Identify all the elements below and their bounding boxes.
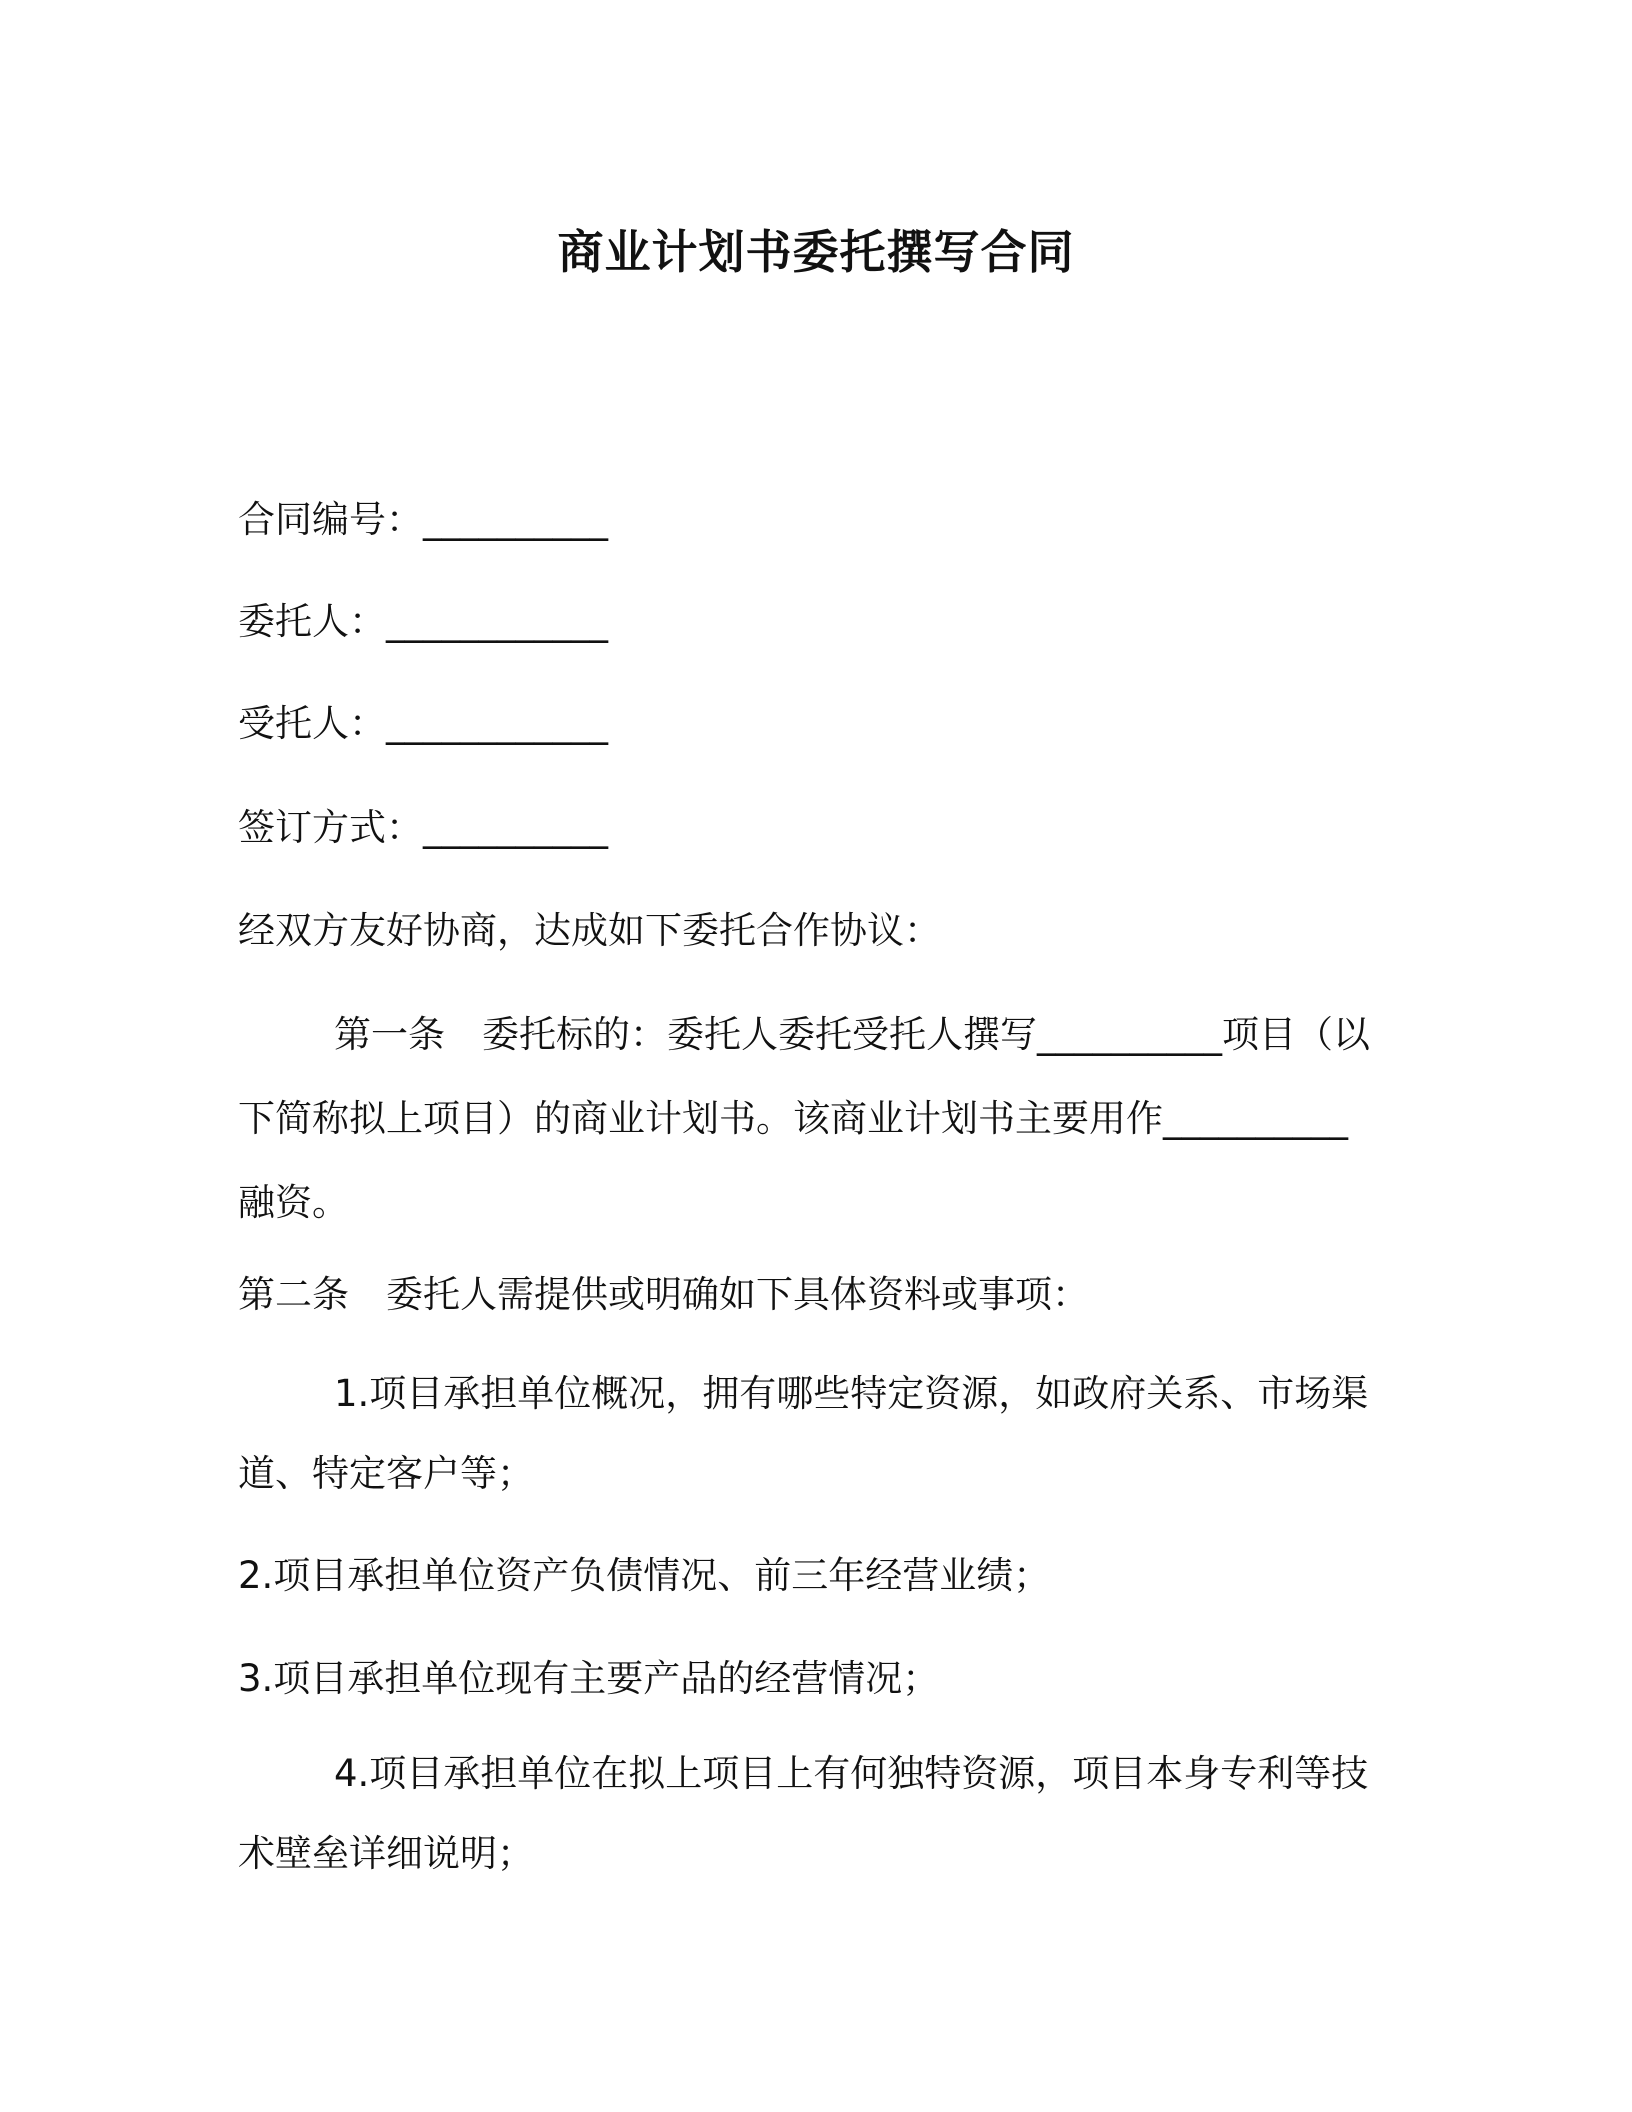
signing-method-label: 签订方式：: [238, 806, 423, 849]
client-field: [238, 594, 1388, 650]
intro-paragraph: 经双方友好协商，达成如下委托合作协议：: [238, 909, 941, 952]
contract-number-blank: __________: [423, 498, 608, 541]
list-item-1: 1.项目承担单位概况，拥有哪些特定资源，如政府关系、市场渠道、特定客户等；: [238, 1372, 1369, 1495]
contract-number-label: 合同编号：: [238, 498, 423, 541]
signing-method-blank: __________: [423, 806, 608, 849]
document-title: 商业计划书委托撰写合同: [557, 225, 1075, 279]
signing-method-field: [238, 800, 1388, 856]
list-item-3: 3.项目承担单位现有主要产品的经营情况；: [238, 1657, 940, 1700]
client-blank: ____________: [386, 600, 608, 643]
article-2-paragraph: 第二条 委托人需提供或明确如下具体资料或事项：: [238, 1273, 1089, 1316]
contractor-blank: ____________: [386, 702, 608, 745]
client-label: 委托人：: [238, 600, 386, 643]
list-item-4: 4.项目承担单位在拟上项目上有何独特资源，项目本身专利等技术壁垒详细说明；: [238, 1752, 1369, 1875]
contract-number-field: [238, 492, 1388, 548]
contractor-field: [238, 696, 1388, 752]
article-1-paragraph: 第一条 委托标的：委托人委托受托人撰写__________项目（以下简称拟上项目）的商业计划书。该商业计划书主要用作__________融资。: [238, 1013, 1370, 1224]
contractor-label: 受托人：: [238, 702, 386, 745]
list-item-2: 2.项目承担单位资产负债情况、前三年经营业绩；: [238, 1554, 1051, 1597]
